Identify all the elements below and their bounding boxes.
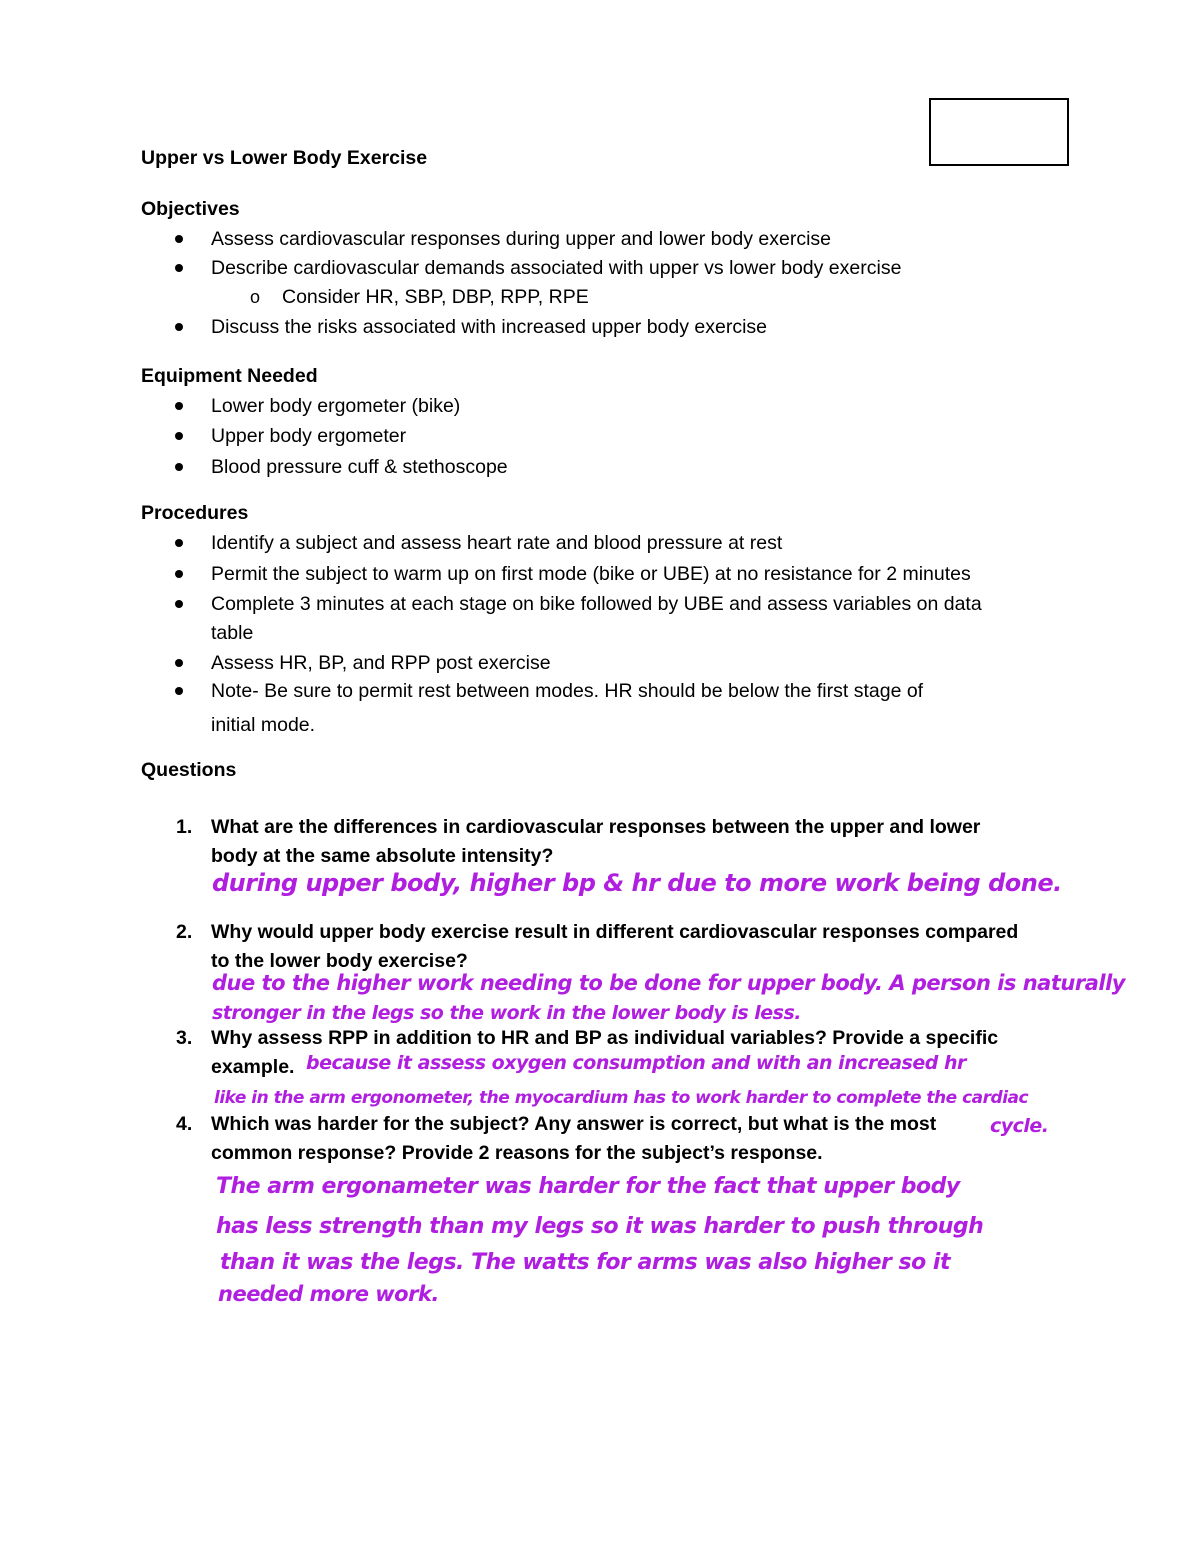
handwritten-answer: needed more work. — [218, 1282, 439, 1306]
bullet-dot — [175, 463, 183, 471]
handwritten-answer: cycle. — [990, 1115, 1049, 1137]
equipment-heading: Equipment Needed — [141, 365, 318, 387]
question-text: common response? Provide 2 reasons for the subject’s response. — [211, 1142, 823, 1164]
handwritten-answer: like in the arm ergonometer, the myocardium has to work harder to complete the cardiac — [214, 1088, 1029, 1108]
bullet-dot — [175, 323, 183, 331]
handwritten-answer: stronger in the legs so the work in the lower body is less. — [212, 1002, 801, 1024]
handwritten-answer: due to the higher work needing to be done for upper body. A person is naturally — [212, 971, 1125, 995]
procedure-item: Identify a subject and assess heart rate and blood pressure at rest — [211, 532, 783, 554]
question-text: body at the same absolute intensity? — [211, 845, 554, 867]
objectives-heading: Objectives — [141, 198, 240, 220]
handwritten-answer: The arm ergonameter was harder for the fact that upper body — [216, 1174, 960, 1199]
question-text: example. — [211, 1056, 295, 1078]
objective-item: Discuss the risks associated with increased upper body exercise — [211, 316, 768, 338]
question-text: Why would upper body exercise result in different cardiovascular responses compared — [211, 921, 1019, 943]
question-text: What are the differences in cardiovascular responses between the upper and lower — [211, 816, 981, 838]
question-text — [211, 1112, 936, 1136]
page-title: Upper vs Lower Body Exercise — [141, 147, 428, 169]
question-text-part: Which was harder for the subject? Any answer is correct, but what is the most — [211, 1113, 937, 1135]
question-number: 1. — [176, 816, 193, 838]
sub-bullet-marker: o — [250, 287, 261, 307]
bullet-dot — [175, 264, 183, 272]
bullet-dot — [175, 539, 183, 547]
procedure-item: Assess HR, BP, and RPP post exercise — [211, 652, 551, 674]
question-text: Why assess RPP in addition to HR and BP as individual variables? Provide a specific — [211, 1027, 999, 1049]
question-text: to the lower body exercise? — [211, 950, 468, 972]
handwritten-answer: because it assess oxygen consumption and with an increased hr — [306, 1052, 966, 1074]
equipment-item: Lower body ergometer (bike) — [211, 395, 461, 417]
equipment-item: Blood pressure cuff & stethoscope — [211, 456, 508, 478]
handwritten-answer: has less strength than my legs so it was harder to push through — [216, 1214, 984, 1239]
bullet-dot — [175, 402, 183, 410]
procedure-item: Note- Be sure to permit rest between modes. HR should be below the first stage of — [211, 680, 924, 702]
question-number: 2. — [176, 921, 193, 943]
bullet-dot — [175, 570, 183, 578]
objective-item: Assess cardiovascular responses during upper and lower body exercise — [211, 228, 831, 250]
equipment-item: Upper body ergometer — [211, 425, 407, 447]
procedure-item: Complete 3 minutes at each stage on bike followed by UBE and assess variables on data — [211, 593, 982, 615]
grade-box — [929, 98, 1069, 166]
question-number: 4. — [176, 1113, 193, 1135]
bullet-dot — [175, 600, 183, 608]
objective-subitem: Consider HR, SBP, DBP, RPP, RPE — [282, 286, 589, 308]
bullet-dot — [175, 432, 183, 440]
bullet-dot — [175, 235, 183, 243]
procedure-item: Permit the subject to warm up on first mode (bike or UBE) at no resistance for 2 minutes — [211, 563, 971, 585]
procedure-item-continuation: table — [211, 622, 254, 644]
bullet-dot — [175, 659, 183, 667]
bullet-dot — [175, 687, 183, 695]
procedures-heading: Procedures — [141, 502, 249, 524]
handwritten-answer: than it was the legs. The watts for arms was also higher so it — [220, 1250, 950, 1275]
procedure-item-continuation: initial mode. — [211, 714, 316, 736]
question-number: 3. — [176, 1027, 193, 1049]
handwritten-answer: during upper body, higher bp & hr due to more work being done. — [212, 869, 1062, 897]
objective-item: Describe cardiovascular demands associated with upper vs lower body exercise — [211, 257, 902, 279]
questions-heading: Questions — [141, 759, 237, 781]
